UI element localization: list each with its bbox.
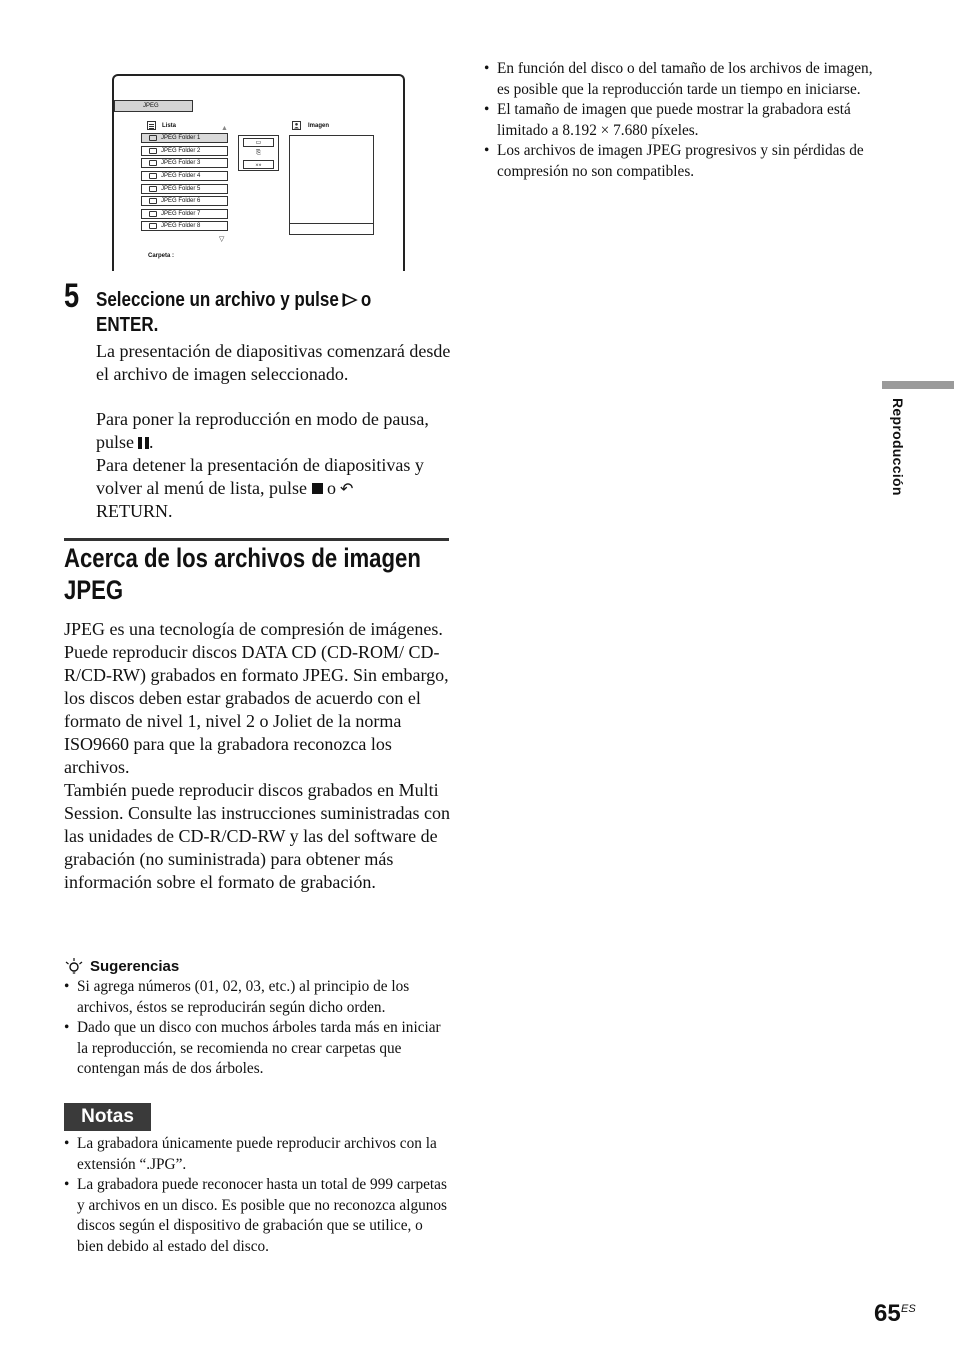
folder-label: JPEG Folder 6: [161, 198, 201, 204]
list-item: • La grabadora únicamente puede reproducir archivos con la extensión “.JPG”.: [64, 1134, 450, 1175]
step-number: 5: [64, 277, 80, 315]
folder-icon: [149, 148, 157, 154]
jpeg-list-screen-illustration: [112, 74, 405, 271]
notes-list-continued: [484, 59, 884, 182]
side-tab-text: Reproducción: [890, 398, 906, 496]
screen-image-label: Imagen: [308, 123, 330, 129]
step-title-end: o ENTER.: [96, 289, 372, 336]
pause-icon: [138, 437, 149, 449]
screen-folder-label: Carpeta :: [148, 253, 175, 259]
page-number: 65: [874, 1300, 901, 1327]
slideshow-button-icon: »»: [243, 160, 274, 169]
folder-label: JPEG Folder 1: [161, 135, 201, 141]
scroll-down-icon: ▽: [219, 235, 225, 243]
side-tab-bar: [882, 381, 954, 389]
screen-tab-jpeg: JPEG: [114, 100, 193, 112]
folder-row: [141, 221, 228, 231]
screen-list-label: Lista: [162, 123, 177, 129]
folder-row: [141, 209, 228, 219]
folder-icon: [149, 186, 157, 192]
folder-icon: [149, 173, 157, 179]
lightbulb-icon: [64, 957, 84, 977]
folder-label: JPEG Folder 4: [161, 173, 201, 179]
list-icon: [147, 121, 156, 130]
folder-icon: [149, 160, 157, 166]
side-tab-label: [888, 398, 908, 508]
folder-row: [141, 146, 228, 156]
thumbnail-button-icon: ▭: [243, 138, 274, 147]
folder-label: JPEG Folder 5: [161, 186, 201, 192]
stop-text: Para detener la presentación de diapositivas y volver al menú de lista, pulse: [96, 455, 424, 498]
section-paragraph: JPEG es una tecnología de compresión de imágenes.: [64, 619, 443, 639]
section-title: Acerca de los archivos de imagen JPEG: [64, 543, 421, 605]
folder-icon: [149, 211, 157, 217]
step-title-text: Seleccione un archivo y pulse: [96, 289, 339, 311]
folder-row: [141, 196, 228, 206]
section-paragraph: También puede reproducir discos grabados en Multi Session. Consulte las instrucciones suministradas con las unidades de CD-R/CD-RW y las del software de grabación (no suministrada) para obtener más información sobre el formato de grabación.: [64, 780, 450, 892]
tips-list: [64, 977, 450, 1080]
rotate-button-icon: ⎘: [256, 150, 261, 156]
list-item: • En función del disco o del tamaño de los archivos de imagen, es posible que la reproducción tarde un tiempo en iniciarse.: [484, 59, 884, 100]
folder-row: [141, 133, 228, 143]
folder-icon: [149, 198, 157, 204]
folder-row: [141, 158, 228, 168]
image-icon: [292, 121, 301, 130]
folder-label: JPEG Folder 3: [161, 160, 201, 166]
section-body: [64, 618, 450, 894]
list-item: • Dado que un disco con muchos árboles tarda más en iniciar la reproducción, se recomienda no crear carpetas que contengan más de dos árboles.: [64, 1018, 450, 1080]
folder-label: JPEG Folder 2: [161, 148, 201, 154]
list-item: • El tamaño de imagen que puede mostrar la grabadora está limitado a 8.192 × 7.680 píxeles.: [484, 100, 884, 141]
stop-or: o: [326, 478, 336, 498]
return-icon: ↶: [339, 479, 354, 498]
folder-label: JPEG Folder 7: [161, 211, 201, 217]
image-preview-box: [289, 135, 374, 235]
list-item: • Si agrega números (01, 02, 03, etc.) al principio de los archivos, éstos se reproducirán según dicho orden.: [64, 977, 450, 1018]
folder-row: [141, 171, 228, 181]
section-paragraph: Puede reproducir discos DATA CD (CD-ROM/ CD-R/CD-RW) grabados en formato JPEG. Sin embargo, los discos deben estar grabados de acuerdo con el formato de nivel 1, nivel 2 o Joliet de la norma ISO9660 para que la grabadora reconozca los archivos.: [64, 642, 449, 777]
stop-return: RETURN.: [96, 501, 173, 521]
step-description: La presentación de diapositivas comenzará desde el archivo de imagen seleccionado.: [96, 341, 451, 384]
pause-end: .: [149, 432, 154, 452]
step-title: [96, 288, 402, 338]
tips-heading: Sugerencias: [90, 958, 180, 975]
list-item: • La grabadora puede reconocer hasta un total de 999 carpetas y archivos en un disco. Es posible que no reconozca algunos discos según el dispositivo de grabación que se utilice, o bien debido al estado del disco.: [64, 1175, 450, 1257]
notes-list: [64, 1134, 450, 1257]
step-pause-instruction: [96, 408, 456, 454]
folder-icon: [149, 223, 157, 229]
folder-row: [141, 184, 228, 194]
list-item: • Los archivos de imagen JPEG progresivos y sin pérdidas de compresión no son compatibles.: [484, 141, 884, 182]
scroll-up-icon: ▲: [221, 124, 228, 132]
page-language: ES: [901, 1303, 916, 1315]
stop-icon: [312, 483, 323, 494]
section-rule: [64, 538, 449, 541]
folder-icon: [149, 135, 157, 141]
play-icon: [342, 293, 357, 307]
notes-heading: Notas: [64, 1103, 151, 1131]
pause-text: Para poner la reproducción en modo de pausa, pulse: [96, 409, 429, 452]
folder-label: JPEG Folder 8: [161, 223, 201, 229]
screen-button-column: [238, 135, 279, 171]
step-stop-instruction: [96, 454, 456, 523]
